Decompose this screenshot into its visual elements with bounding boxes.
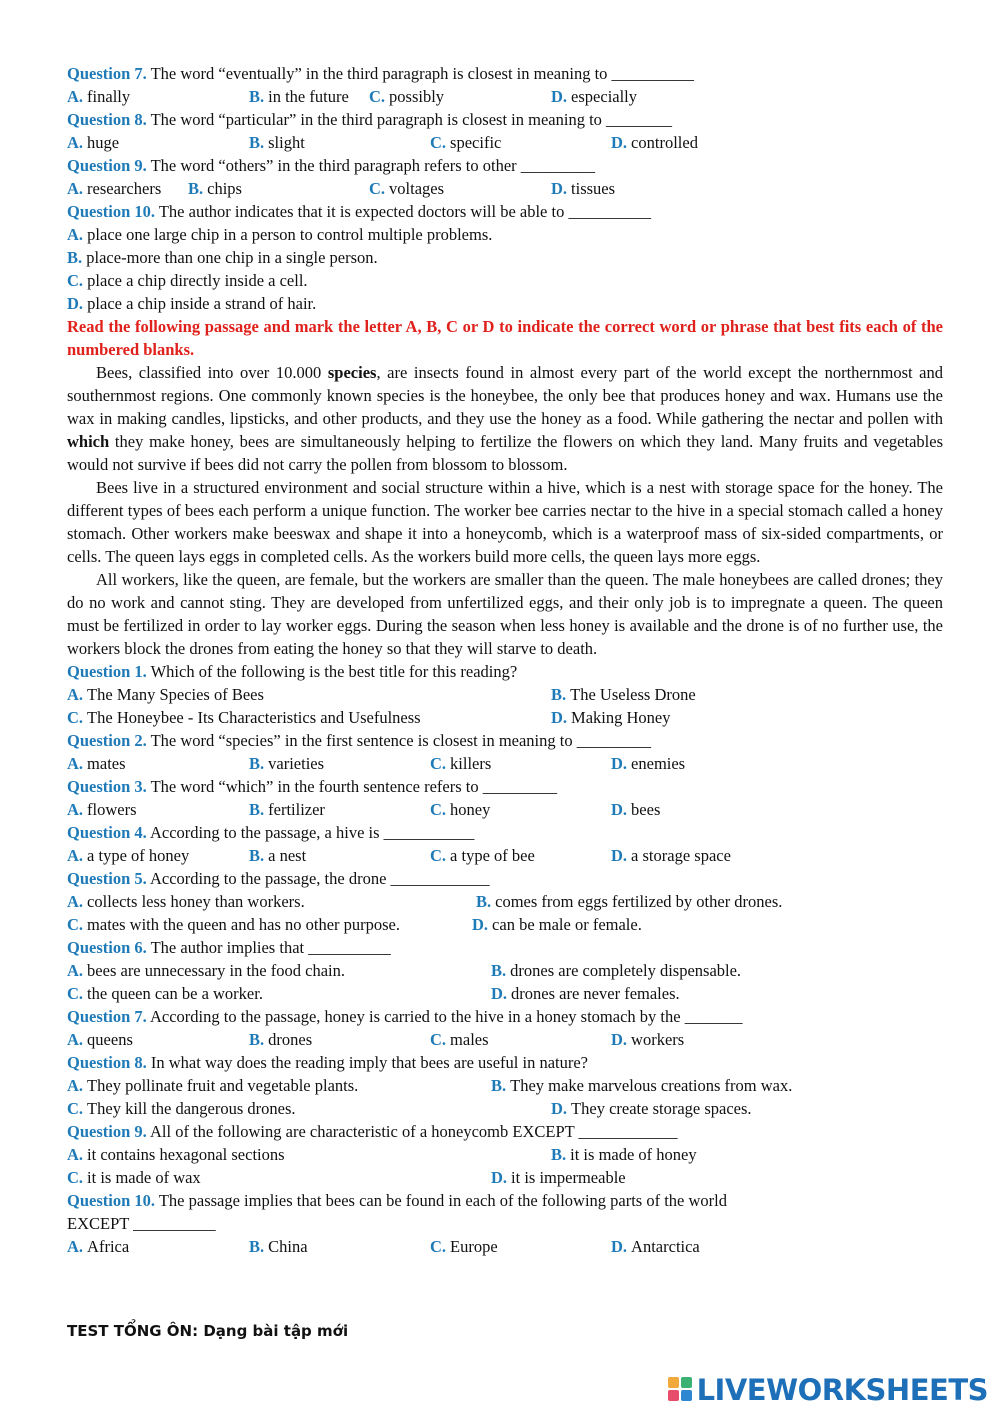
option-d[interactable]: D. place a chip inside a strand of hair. [67,294,317,313]
options-row [67,1235,943,1258]
option-c[interactable]: C. Europe [430,1237,498,1256]
option-b[interactable]: B. They make marvelous creations from wax. [491,1076,793,1095]
options-row [67,798,943,821]
option-c[interactable]: C. killers [430,754,492,773]
options-row [67,1143,943,1166]
option-c[interactable]: C. mates with the queen and has no other purpose. [67,915,401,934]
option-d[interactable]: D. especially [551,87,638,106]
option-b[interactable]: B. comes from eggs fertilized by other drones. [476,892,783,911]
options-row [67,1097,943,1120]
options-row [67,752,943,775]
option-a[interactable]: A. it contains hexagonal sections [67,1145,285,1164]
options-row [67,913,943,936]
passage-paragraph-3: All workers, like the queen, are female, but the workers are smaller than the queen. The male honeybees are called drones; they do no work and cannot sting. They are developed from unfertilized eggs, and their only job is to impregnate a queen. The queen must be fertilized in order to lay worker eggs. During the season when less honey is available and the drone is of no further use, the workers block the drones from eating the honey so that they will starve to death. [67,570,943,658]
liveworksheets-brand[interactable] [668,1371,988,1409]
option-a[interactable]: A. bees are unnecessary in the food chain. [67,961,345,980]
option-a[interactable]: A. mates [67,754,126,773]
liveworksheets-logo-icon [668,1377,694,1403]
option-a[interactable]: A. flowers [67,800,137,819]
option-a[interactable]: A. Africa [67,1237,130,1256]
option-d[interactable]: D. tissues [551,179,616,198]
option-a[interactable]: A. huge [67,133,120,152]
question-stem: Question 10. The passage implies that bees can be found in each of the following parts of the world [67,1191,728,1210]
question-stem: Question 9. The word “others” in the third paragraph refers to other _________ [67,156,596,175]
question-stem: Question 3. The word “which” in the fourth sentence refers to _________ [67,777,558,796]
option-c[interactable]: C. possibly [369,87,445,106]
option-c[interactable]: C. place a chip directly inside a cell. [67,271,308,290]
option-a[interactable]: A. The Many Species of Bees [67,685,264,704]
passage-paragraph-1: Bees, classified into over 10.000 species, are insects found in almost every part of the world except the northernmost and southernmost regions. One commonly known species is the honeybee, the only bee that produces honey and wax. Humans use the wax in making candles, lipsticks, and other products, and they use the honey as a food. While gathering the nectar and pollen with which they make honey, bees are simultaneously helping to fertilize the flowers on which they land. Many fruits and vegetables would not survive if bees did not carry the pollen from blossom to blossom. [67,363,943,474]
section-instruction: Read the following passage and mark the letter A, B, C or D to indicate the correct word or phrase that best fits each of the numbered blanks. [67,317,943,359]
question-stem: Question 1. Which of the following is the best title for this reading? [67,662,518,681]
options-row [67,131,943,154]
question-stem: Question 10. The author indicates that it is expected doctors will be able to __________ [67,202,651,221]
option-a[interactable]: A. place one large chip in a person to control multiple problems. [67,225,493,244]
worksheet-page [67,62,943,1258]
option-a[interactable]: A. queens [67,1030,133,1049]
option-d[interactable]: D. controlled [611,133,698,152]
option-d[interactable]: D. enemies [611,754,686,773]
next-section-title: TEST TỔNG ÔN: Dạng bài tập mới [67,1322,349,1340]
option-d[interactable]: D. Making Honey [551,708,671,727]
question-stem: Question 5. According to the passage, the drone ____________ [67,869,490,888]
option-c[interactable]: C. it is made of wax [67,1168,201,1187]
option-b[interactable]: B. fertilizer [249,800,325,819]
option-a[interactable]: A. They pollinate fruit and vegetable plants. [67,1076,359,1095]
option-b[interactable]: B. drones are completely dispensable. [491,961,742,980]
option-b[interactable]: B. varieties [249,754,325,773]
option-b[interactable]: B. China [249,1237,308,1256]
option-a[interactable]: A. a type of honey [67,846,190,865]
options-row [67,683,943,706]
option-c[interactable]: C. males [430,1030,489,1049]
option-c[interactable]: C. They kill the dangerous drones. [67,1099,296,1118]
question-stem: Question 2. The word “species” in the first sentence is closest in meaning to _________ [67,731,651,750]
options-row [67,959,943,982]
option-b[interactable]: B. chips [188,179,242,198]
option-a[interactable]: A. collects less honey than workers. [67,892,305,911]
options-row [67,982,943,1005]
option-b[interactable]: B. slight [249,133,305,152]
option-d[interactable]: D. workers [611,1030,685,1049]
option-b[interactable]: B. in the future [249,87,349,106]
option-d[interactable]: D. They create storage spaces. [551,1099,752,1118]
options-row [67,177,943,200]
options-row [67,1166,943,1189]
question-stem: Question 7. The word “eventually” in the third paragraph is closest in meaning to __________ [67,64,695,83]
question-stem: Question 6. The author implies that __________ [67,938,391,957]
option-d[interactable]: D. Antarctica [611,1237,700,1256]
option-a[interactable]: A. researchers [67,179,162,198]
option-c[interactable]: C. honey [430,800,491,819]
passage-paragraph-2: Bees live in a structured environment and social structure within a hive, which is a nest with storage space for the honey. The different types of bees each perform a unique function. The worker bee carries nectar to the hive in a special stomach called a honey stomach. Other workers make beeswax and shape it into a honeycomb, which is a waterproof mass of six-sided compartments, or cells. The queen lays eggs in completed cells. As the workers build more cells, the queen lays more eggs. [67,478,943,566]
options-row [67,1074,943,1097]
options-row [67,706,943,729]
option-b[interactable]: B. place-more than one chip in a single person. [67,248,378,267]
option-b[interactable]: B. a nest [249,846,307,865]
option-c[interactable]: C. voltages [369,179,445,198]
question-stem: Question 8. The word “particular” in the third paragraph is closest in meaning to ________ [67,110,673,129]
brand-name: LIVEWORKSHEETS [696,1373,988,1407]
option-d[interactable]: D. it is impermeable [491,1168,626,1187]
option-d[interactable]: D. bees [611,800,661,819]
option-d[interactable]: D. drones are never females. [491,984,680,1003]
options-row [67,890,943,913]
option-c[interactable]: C. specific [430,133,502,152]
options-row [67,844,943,867]
option-c[interactable]: C. a type of bee [430,846,535,865]
option-c[interactable]: C. The Honeybee - Its Characteristics and Usefulness [67,708,421,727]
question-stem: Question 4. According to the passage, a hive is ___________ [67,823,475,842]
question-stem-continued: EXCEPT __________ [67,1214,216,1233]
question-stem: Question 7. According to the passage, honey is carried to the hive in a honey stomach by the _______ [67,1007,743,1026]
option-b[interactable]: B. The Useless Drone [551,685,696,704]
question-stem: Question 8. In what way does the reading imply that bees are useful in nature? [67,1053,588,1072]
option-b[interactable]: B. it is made of honey [551,1145,697,1164]
options-row [67,1028,943,1051]
option-d[interactable]: D. can be male or female. [472,915,642,934]
option-d[interactable]: D. a storage space [611,846,731,865]
option-a[interactable]: A. finally [67,87,131,106]
option-c[interactable]: C. the queen can be a worker. [67,984,263,1003]
options-row [67,85,943,108]
question-stem: Question 9. All of the following are characteristic of a honeycomb EXCEPT ____________ [67,1122,678,1141]
option-b[interactable]: B. drones [249,1030,313,1049]
